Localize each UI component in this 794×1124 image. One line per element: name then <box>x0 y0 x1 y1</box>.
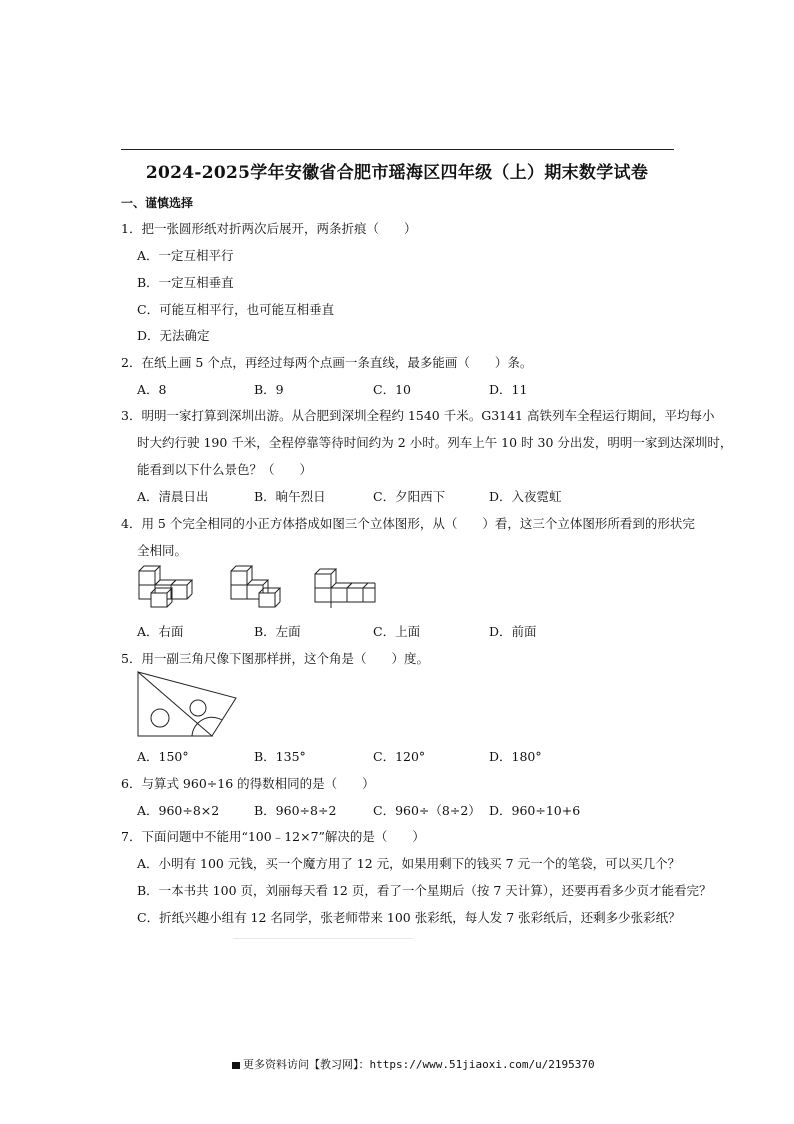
question-1-stem: 1．把一张圆形纸对折两次后展开，两条折痕（ ） <box>121 221 417 236</box>
question-1-option-b: B．一定互相垂直 <box>137 275 234 290</box>
question-2-option-d: D．11 <box>489 382 528 397</box>
question-4-option-d: D．前面 <box>489 624 537 639</box>
question-4-option-a: A．右面 <box>137 624 184 639</box>
cube-figure-2 <box>229 565 291 613</box>
question-4-line-1: 4．用 5 个完全相同的小正方体搭成如图三个立体图形，从（ ）看，这三个立体图形所看到的形状完 <box>121 516 695 531</box>
question-6-option-d: D．960÷10+6 <box>489 803 581 818</box>
question-5-stem: 5．用一副三角尺像下图那样拼，这个角是（ ）度。 <box>121 651 429 666</box>
question-3-option-a: A．清晨日出 <box>137 489 209 504</box>
question-3-option-b: B．晌午烈日 <box>254 489 326 504</box>
section-heading: 一、谨慎选择 <box>121 196 194 210</box>
question-3-option-c: C．夕阳西下 <box>373 489 446 504</box>
question-2-option-c: C．10 <box>373 382 411 397</box>
question-6-option-c: C．960÷（8÷2） <box>373 803 481 818</box>
question-7-stem: 7．下面问题中不能用“100﹣12×7”解决的是（ ） <box>121 829 425 844</box>
footer-text: 更多资料访问【教习网】：https://www.51jiaoxi.com/u/2195370 <box>243 1058 595 1071</box>
question-5-option-a: A．150° <box>137 749 189 764</box>
question-3-option-d: D．入夜霓虹 <box>489 489 562 504</box>
question-4-line-2: 全相同。 <box>137 543 188 558</box>
question-6-option-a: A．960÷8×2 <box>137 803 220 818</box>
question-2-option-b: B．9 <box>254 382 284 397</box>
question-6-stem: 6．与算式 960÷16 的得数相同的是（ ） <box>121 776 375 791</box>
question-4-option-b: B．左面 <box>254 624 301 639</box>
question-3-line-2: 时大约行驶 190 千米，全程停靠等待时间约为 2 小时。列车上午 10 时 30 分出发，明明一家到达深圳时， <box>137 435 733 450</box>
question-3-line-1: 3．明明一家打算到深圳出游。从合肥到深圳全程约 1540 千米。G3141 高铁列车全程运行期间，平均每小 <box>121 408 715 423</box>
question-3-line-3: 能看到以下什么景色？（ ） <box>137 462 313 477</box>
cube-figure-1 <box>137 565 199 613</box>
question-1-option-a: A．一定互相平行 <box>137 248 234 263</box>
question-1-option-d: D．无法确定 <box>137 328 210 343</box>
footer-link[interactable] <box>232 1056 595 1072</box>
question-7-option-a: A．小明有 100 元钱，买一个魔方用了 12 元，如果用剩下的钱买 7 元一个的笔袋，可以买几个？ <box>137 856 681 871</box>
question-2-option-a: A．8 <box>137 382 167 397</box>
question-6-option-b: B．960÷8÷2 <box>254 803 337 818</box>
faint-divider <box>233 938 413 939</box>
page-title: 2024-2025学年安徽省合肥市瑶海区四年级（上）期末数学试卷 <box>145 163 649 183</box>
triangle-rulers-figure <box>136 670 238 738</box>
question-4-option-c: C．上面 <box>373 624 421 639</box>
header-rule <box>121 149 674 150</box>
question-7-option-c: C．折纸兴趣小组有 12 名同学，张老师带来 100 张彩纸，每人发 7 张彩纸后，还剩多少张彩纸？ <box>137 910 681 925</box>
flag-icon <box>232 1062 240 1069</box>
cube-figure-3 <box>313 568 379 614</box>
question-2-stem: 2．在纸上画 5 个点，再经过每两个点画一条直线，最多能画（ ）条。 <box>121 355 533 370</box>
question-5-option-d: D．180° <box>489 749 542 764</box>
question-5-option-b: B．135° <box>254 749 306 764</box>
question-5-option-c: C．120° <box>373 749 426 764</box>
question-1-option-c: C．可能互相平行，也可能互相垂直 <box>137 302 335 317</box>
question-7-option-b: B．一本书共 100 页，刘丽每天看 12 页，看了一个星期后（按 7 天计算），还要再看多少页才能看完？ <box>137 883 712 898</box>
